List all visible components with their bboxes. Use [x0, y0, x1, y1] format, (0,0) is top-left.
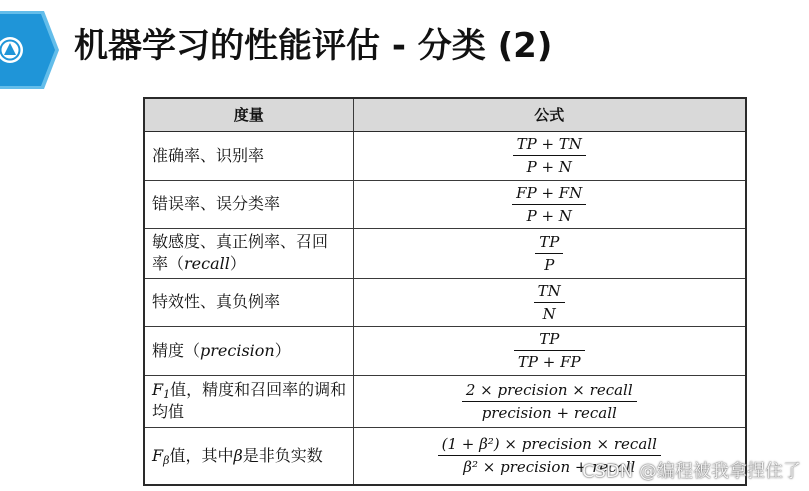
- triangle-in-circle-icon: [0, 11, 60, 89]
- metric-text: 是非负实数: [242, 445, 323, 465]
- metric-text: 精度（: [152, 340, 201, 360]
- numerator: FP + FN: [512, 183, 586, 205]
- metric-math-symbol: [152, 380, 170, 399]
- formula-cell: [353, 375, 746, 427]
- metric-text: 错误率、误分类率: [152, 194, 281, 213]
- metric-math-term: recall: [184, 254, 230, 273]
- metric-text: ）: [274, 340, 291, 360]
- metric-cell: [144, 180, 353, 228]
- metric-cell: [144, 427, 353, 485]
- numerator: TP: [535, 232, 563, 254]
- fraction: [534, 281, 565, 324]
- table-header-row: [144, 98, 746, 131]
- table-row: [144, 228, 746, 278]
- denominator: N: [542, 304, 556, 323]
- table-row: [144, 278, 746, 326]
- table-row: [144, 326, 746, 375]
- math-symbol-base: F: [152, 445, 164, 465]
- metric-math-symbol: [152, 446, 169, 465]
- metric-text: 敏感度、真正例率、召回: [152, 232, 329, 251]
- denominator: P + N: [526, 158, 572, 176]
- watermark: CSDN @编程被我拿捏住了: [581, 461, 801, 482]
- header-metric: 度量: [144, 98, 353, 131]
- denominator: β² × precision + recall: [463, 458, 636, 477]
- metric-cell: [144, 228, 353, 278]
- metric-math-term: β: [233, 445, 243, 465]
- math-symbol-base: F: [152, 380, 164, 399]
- numerator: TN: [534, 281, 565, 303]
- metric-text: 率（: [152, 254, 185, 273]
- metric-text: 值，精度和召回率的调和: [170, 380, 347, 399]
- formula-cell: [353, 131, 746, 180]
- metric-text: 特效性、真负例率: [152, 292, 281, 311]
- denominator: P: [544, 255, 555, 274]
- denominator: TP + FP: [517, 353, 581, 371]
- numerator: 2 × precision × recall: [462, 380, 637, 402]
- fraction: [535, 232, 563, 275]
- metric-cell: [144, 375, 353, 427]
- table-row: [144, 375, 746, 427]
- table-row: [144, 180, 746, 228]
- metrics-table: [143, 97, 747, 486]
- logo-chevron: [0, 11, 60, 89]
- formula-cell: [353, 180, 746, 228]
- formula-cell: [353, 326, 746, 375]
- math-symbol-subscript: 1: [163, 388, 171, 401]
- metric-cell: [144, 326, 353, 375]
- metric-text: 准确率、识别率: [152, 145, 265, 165]
- denominator: precision + recall: [481, 403, 617, 422]
- denominator: P + N: [526, 206, 572, 225]
- header-formula: 公式: [353, 98, 746, 131]
- formula-cell: [353, 228, 746, 278]
- metric-math-term: precision: [200, 340, 275, 360]
- numerator: TP: [514, 329, 585, 351]
- fraction: [514, 329, 585, 372]
- metric-text: 值，其中: [169, 445, 234, 465]
- fraction: [512, 183, 586, 226]
- table-row: [144, 131, 746, 180]
- metric-text: ）: [229, 254, 246, 273]
- metric-text: 均值: [152, 402, 185, 421]
- slide-title: 机器学习的性能评估 - 分类 (2): [74, 26, 553, 66]
- formula-cell: [353, 278, 746, 326]
- metric-cell: [144, 278, 353, 326]
- fraction: [513, 134, 586, 177]
- fraction: [462, 380, 637, 423]
- math-symbol-subscript: β: [163, 453, 170, 467]
- numerator: TP + TN: [513, 134, 586, 156]
- numerator: (1 + β²) × precision × recall: [438, 434, 661, 456]
- metric-cell: [144, 131, 353, 180]
